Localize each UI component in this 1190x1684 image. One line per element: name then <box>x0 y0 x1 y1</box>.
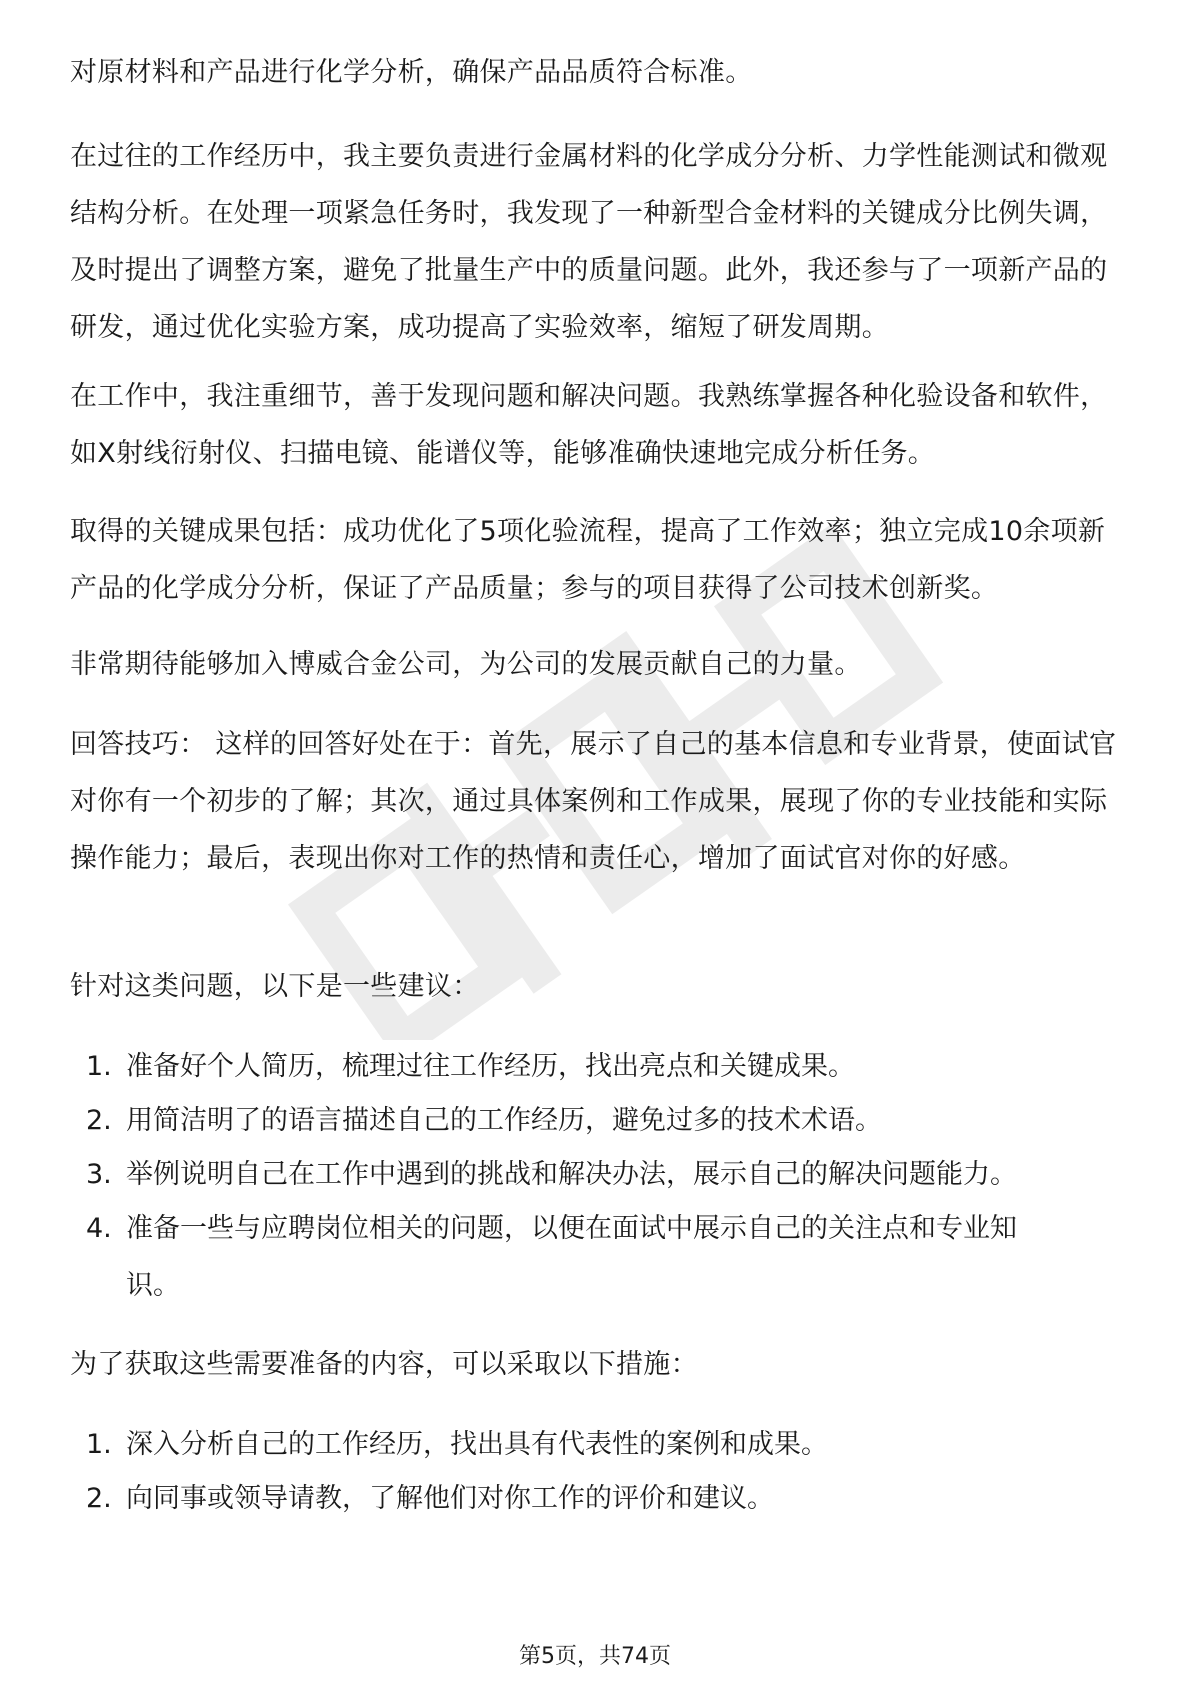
page-number-footer: 第5页，共74页 <box>519 1644 671 1669</box>
list-text: 准备好个人简历，梳理过往工作经历，找出亮点和关键成果。 <box>126 1051 855 1082</box>
paragraph-1: 对原材料和产品进行化学分析，确保产品品质符合标准。 <box>70 57 753 88</box>
list-item <box>86 1146 1086 1203</box>
list-number: 1. <box>86 1051 112 1082</box>
answer-tips-paragraph: 回答技巧： 这样的回答好处在于：首先，展示了自己的基本信息和专业背景，使面试官对你有一个初步的了解；其次，通过具体案例和工作成果，展现了你的专业技能和实际操作能力；最后，表现出你对工作的热情和责任心，增加了面试官对你的好感。 <box>70 729 1117 874</box>
paragraph-3: 在工作中，我注重细节，善于发现问题和解决问题。我熟练掌握各种化验设备和软件，如X射线衍射仪、扫描电镜、能谱仪等，能够准确快速地完成分析任务。 <box>70 381 1108 469</box>
list-text: 向同事或领导请教，了解他们对你工作的评价和建议。 <box>126 1483 774 1514</box>
suggestions-intro: 针对这类问题，以下是一些建议： <box>70 971 480 1002</box>
measures-intro: 为了获取这些需要准备的内容，可以采取以下措施： <box>70 1349 698 1380</box>
paragraph-5: 非常期待能够加入博威合金公司，为公司的发展贡献自己的力量。 <box>70 649 862 680</box>
paragraph-4: 取得的关键成果包括：成功优化了5项化验流程，提高了工作效率；独立完成10余项新产品的化学成分分析，保证了产品质量；参与的项目获得了公司技术创新奖。 <box>70 516 1106 604</box>
list-text: 深入分析自己的工作经历，找出具有代表性的案例和成果。 <box>126 1429 828 1460</box>
list-text: 举例说明自己在工作中遇到的挑战和解决办法，展示自己的解决问题能力。 <box>126 1159 1017 1190</box>
list-number: 4. <box>86 1213 112 1244</box>
list-item <box>86 1470 1086 1527</box>
list-item <box>86 1200 1086 1314</box>
list-item <box>86 1038 1086 1095</box>
list-number: 2. <box>86 1105 112 1136</box>
list-text: 准备一些与应聘岗位相关的问题，以便在面试中展示自己的关注点和专业知识。 <box>126 1213 1017 1301</box>
list-item <box>86 1092 1086 1149</box>
list-number: 3. <box>86 1159 112 1190</box>
list-number: 2. <box>86 1483 112 1514</box>
list-number: 1. <box>86 1429 112 1460</box>
list-text: 用简洁明了的语言描述自己的工作经历，避免过多的技术术语。 <box>126 1105 882 1136</box>
paragraph-2: 在过往的工作经历中，我主要负责进行金属材料的化学成分分析、力学性能测试和微观结构分析。在处理一项紧急任务时，我发现了一种新型合金材料的关键成分比例失调，及时提出了调整方案，避免了批量生产中的质量问题。此外，我还参与了一项新产品的研发，通过优化实验方案，成功提高了实验效率，缩短了研发周期。 <box>70 141 1108 343</box>
list-item <box>86 1416 1086 1473</box>
